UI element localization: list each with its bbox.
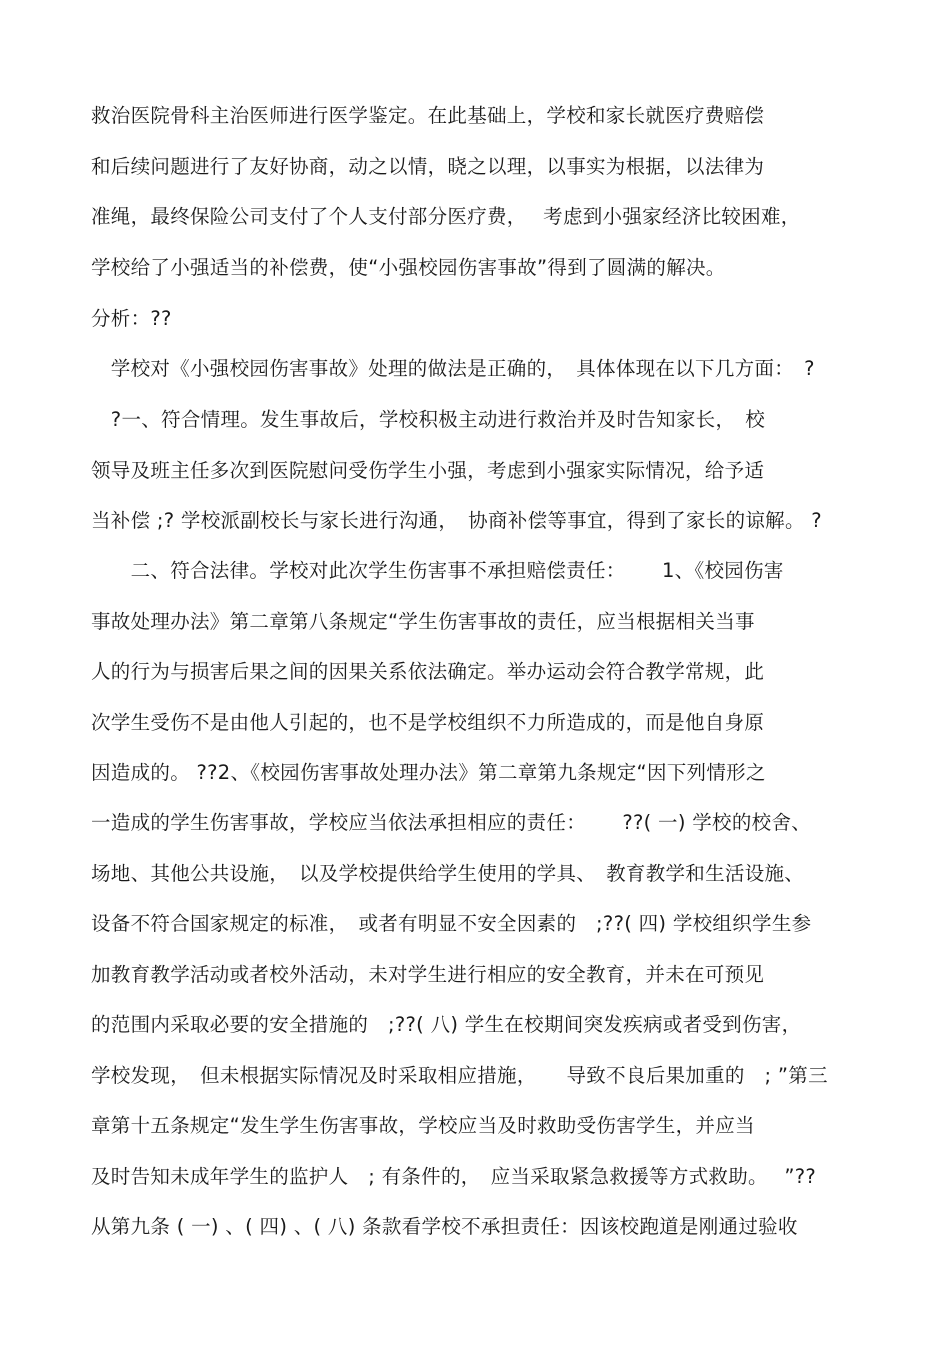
- text-line: 场地、其他公共设施， 以及学校提供给学生使用的学具、 教育教学和生活设施、: [91, 862, 805, 885]
- text-line: 救治医院骨科主治医师进行医学鉴定。在此基础上，学校和家长就医疗费赔偿: [91, 104, 765, 127]
- text-line: 学校给了小强适当的补偿费，使“小强校园伤害事故”得到了圆满的解决。: [91, 256, 726, 279]
- section-heading: 分析：??: [91, 307, 172, 330]
- text-line: 学校对《小强校园伤害事故》处理的做法是正确的， 具体体现在以下几方面： ?: [91, 357, 815, 380]
- text-line: 设备不符合国家规定的标准， 或者有明显不安全因素的 ;??( 四) 学校组织学生参: [91, 912, 812, 935]
- text-line: 的范围内采取必要的安全措施的 ;??( 八) 学生在校期间突发疾病或者受到伤害，: [91, 1013, 802, 1036]
- text-line: 人的行为与损害后果之间的因果关系依法确定。举办运动会符合教学常规，此: [91, 660, 765, 683]
- text-line: 因造成的。 ??2、《校园伤害事故处理办法》第二章第九条规定“因下列情形之: [91, 761, 766, 784]
- text-line: 次学生受伤不是由他人引起的，也不是学校组织不力所造成的，而是他自身原: [91, 711, 765, 734]
- text-line: 当补偿 ;? 学校派副校长与家长进行沟通， 协商补偿等事宜，得到了家长的谅解。 ?: [91, 509, 822, 532]
- text-line: 从第九条 ( 一) 、( 四) 、( 八) 条款看学校不承担责任：因该校跑道是刚通过验收: [91, 1215, 798, 1238]
- text-line: 事故处理办法》第二章第八条规定“学生伤害事故的责任，应当根据相关当事: [91, 610, 755, 633]
- text-line: 章第十五条规定“发生学生伤害事故，学校应当及时救助受伤害学生，并应当: [91, 1114, 755, 1137]
- text-line: 一造成的学生伤害事故，学校应当依法承担相应的责任： ??( 一) 学校的校舍、: [91, 811, 812, 834]
- text-line: 二、符合法律。学校对此次学生伤害事不承担赔偿责任： 1、《校园伤害: [91, 559, 784, 582]
- text-line: 加教育教学活动或者校外活动，未对学生进行相应的安全教育，并未在可预见: [91, 963, 765, 986]
- text-line: 及时告知未成年学生的监护人 ; 有条件的， 应当采取紧急救援等方式救助。 ”??: [91, 1165, 817, 1188]
- text-line: 和后续问题进行了友好协商，动之以情，晓之以理，以事实为根据，以法律为: [91, 155, 765, 178]
- text-line: 准绳，最终保险公司支付了个人支付部分医疗费， 考虑到小强家经济比较困难，: [91, 205, 801, 228]
- text-line: ?一、符合情理。发生事故后，学校积极主动进行救治并及时告知家长， 校: [91, 408, 766, 431]
- text-line: 领导及班主任多次到医院慰问受伤学生小强，考虑到小强家实际情况，给予适: [91, 459, 765, 482]
- text-line: 学校发现， 但未根据实际情况及时采取相应措施， 导致不良后果加重的 ; ”第三: [91, 1064, 828, 1087]
